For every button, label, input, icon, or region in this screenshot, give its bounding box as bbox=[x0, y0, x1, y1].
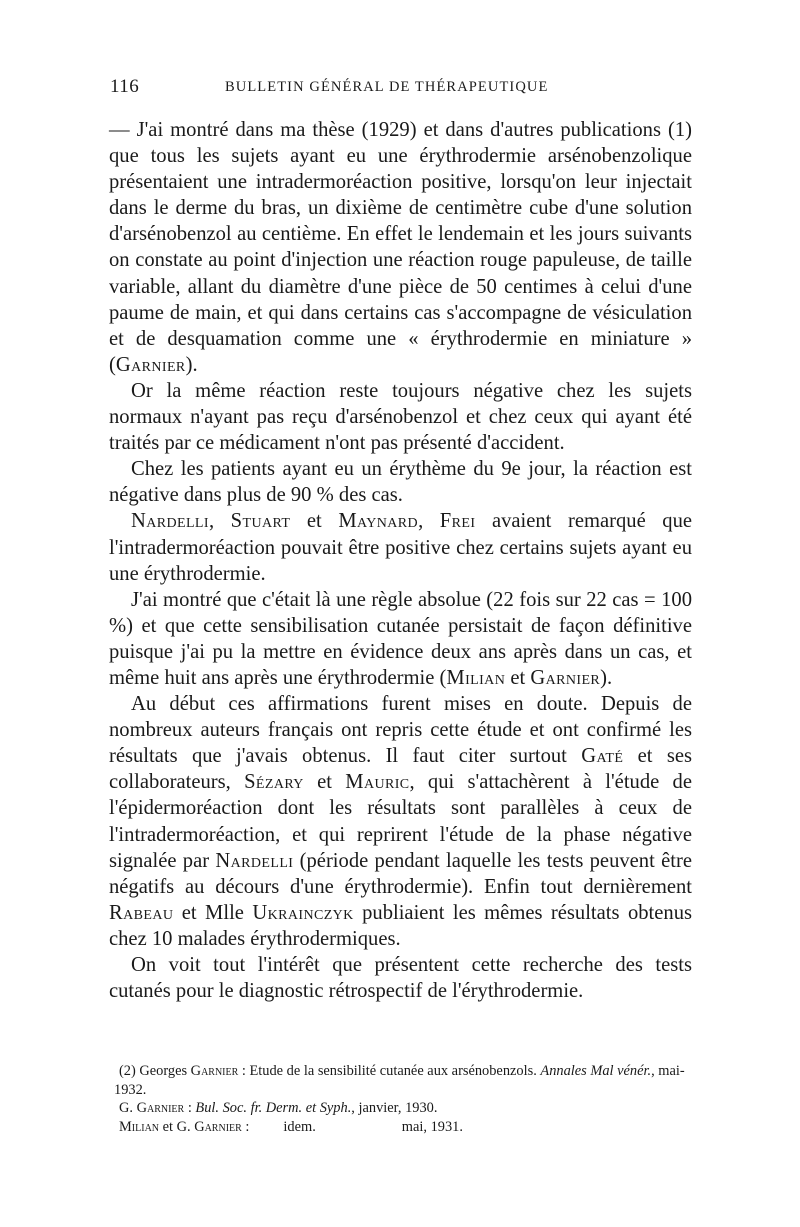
author-name: Nardelli bbox=[215, 849, 294, 872]
author-name: Rabeau bbox=[109, 901, 174, 924]
footnote-author: Garnier bbox=[194, 1118, 242, 1135]
footnote-3: Milian et G. Garnier : idem. mai, 1931. bbox=[119, 1118, 463, 1135]
page-header bbox=[110, 76, 692, 102]
footnote-idem: idem. bbox=[283, 1118, 316, 1135]
author-name: Sézary bbox=[244, 771, 304, 794]
author-name: Milian bbox=[446, 666, 506, 689]
footnotes bbox=[114, 1062, 694, 1136]
journal-title: Annales Mal vénér. bbox=[540, 1063, 652, 1079]
author-name: Stuart bbox=[230, 510, 291, 533]
paragraph-6: Au début ces affirmations furent mises en doute. Depuis de nombreux auteurs français ont repris cette étude et ont confirmé les résultats que j'avais obtenus. Il faut citer surtout Gaté et ses collaborateurs, Sézary et Mauric, qui s'attachèrent à l'étude de l'épidermoréaction dont les résultats sont parallèles à ceux de l'intradermoréaction, et qui reprirent l'étude de la phase négative signalée par Nardelli (période pendant laquelle les tests peuvent être négatifs au décours d'une érythrodermie). Enfin tout dernièrement Rabeau et Mlle Ukrainczyk publiaient les mêmes résultats obtenus chez 10 malades érythrodermiques. bbox=[109, 693, 693, 950]
paragraph-5: J'ai montré que c'était là une règle absolue (22 fois sur 22 cas = 100 %) et que cette sensibilisation cutanée persistait de façon définitive puisque j'ai pu la mettre en évidence deux ans après dans un cas, et même huit ans après une érythrodermie (Milian et Garnier). bbox=[109, 588, 692, 689]
footnote-2: G. Garnier : Bul. Soc. fr. Derm. et Syph., janvier, 1930. bbox=[119, 1100, 438, 1117]
paragraph-7: On voit tout l'intérêt que présentent cette recherche des tests cutanés pour le diagnostic rétrospectif de l'érythrodermie. bbox=[109, 954, 692, 1003]
author-name: Garnier bbox=[530, 666, 601, 689]
author-name: Nardelli bbox=[131, 510, 209, 533]
footnote-date: mai, 1931. bbox=[401, 1118, 463, 1135]
author-name: Garnier bbox=[115, 353, 186, 376]
running-title: BULLETIN GÉNÉRAL DE THÉRAPEUTIQUE bbox=[225, 79, 549, 95]
paragraph-3: Chez les patients ayant eu un érythème du 9e jour, la réaction est négative dans plus de 90 % des cas. bbox=[109, 458, 692, 507]
paragraph-4: Nardelli, Stuart et Maynard, Frei avaient remarqué que l'intradermoréaction pouvait être positive chez certains sujets ayant eu une érythrodermie. bbox=[109, 510, 693, 585]
author-name: Gaté bbox=[581, 745, 624, 768]
author-name: Mauric bbox=[345, 771, 410, 794]
footnote-author: Milian bbox=[119, 1118, 160, 1135]
journal-title: Bul. Soc. fr. Derm. et Syph. bbox=[195, 1100, 352, 1117]
paragraph-1: — J'ai montré dans ma thèse (1929) et dans d'autres publications (1) que tous les sujets ayant eu une érythrodermie arsénobenzolique présentaient une intradermoréaction positive, lorsqu'on leur injectait dans le derme du bras, un dixième de centimètre cube d'une solution d'arsénobenzol au centième. En effet le lendemain et les jours suivants on constate au point d'injection une réaction rouge papuleuse, de taille variable, allant du diamètre d'une pièce de 50 centimes à celui d'une paume de main, et qui dans certains cas s'accompagne de vésiculation et de desquamation comme une « érythrodermie en miniature » (Garnier). bbox=[109, 119, 692, 376]
page-number: 116 bbox=[110, 76, 140, 97]
footnote-author: Garnier bbox=[136, 1100, 185, 1117]
body-text bbox=[109, 117, 692, 1004]
author-name: Maynard bbox=[338, 510, 419, 533]
paragraph-2: Or la même réaction reste toujours négative chez les sujets normaux n'ayant pas reçu d'arsénobenzol et chez ceux qui ayant été traités par ce médicament n'ont pas présenté d'accident. bbox=[109, 379, 692, 455]
author-name: Frei bbox=[439, 510, 476, 533]
author-name: Ukrainczyk bbox=[252, 901, 354, 924]
footnote-author: Garnier bbox=[190, 1063, 239, 1079]
footnote-1: (2) Georges Garnier : Etude de la sensibilité cutanée aux arsénobenzols. Annales Mal vénér., mai-1932. bbox=[114, 1063, 685, 1098]
